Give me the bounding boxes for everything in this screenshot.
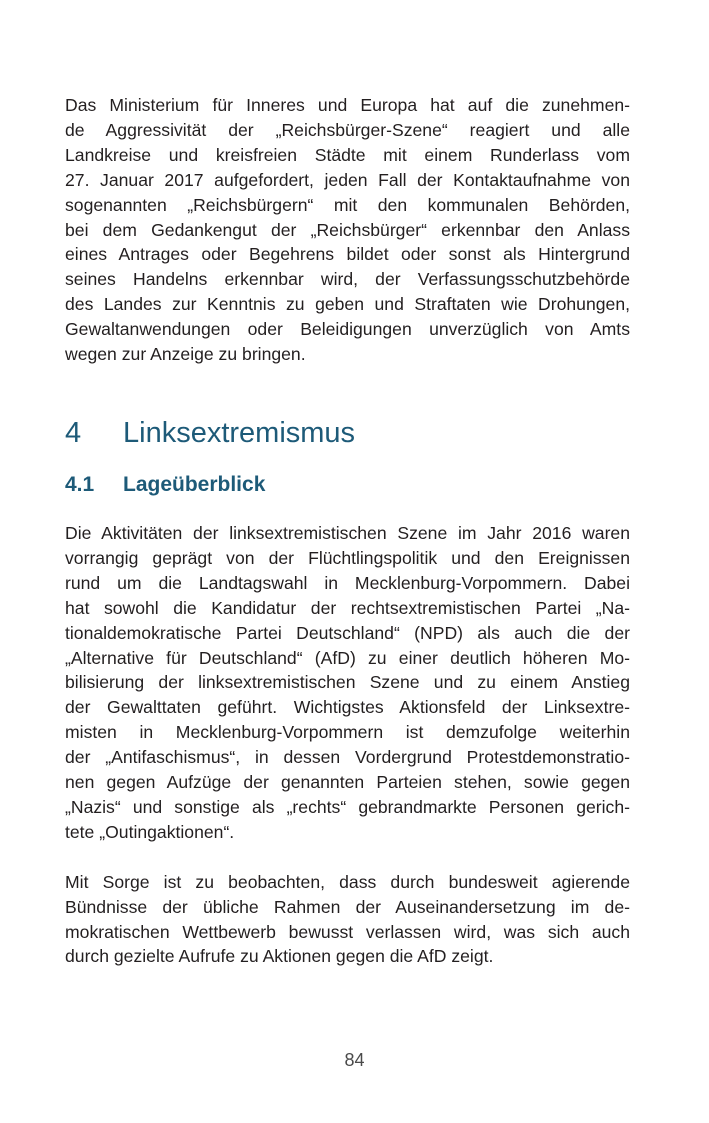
chapter-heading	[65, 413, 630, 453]
text-line: seines Handelns erkennbar wird, der Verfassungsschutzbehörde	[65, 269, 630, 290]
text-line: durch gezielte Aufrufe zu Aktionen gegen die AfD zeigt.	[65, 946, 494, 967]
text-line: „Alternative für Deutschland“ (AfD) zu einer deutlich höheren Mo-	[65, 647, 630, 668]
section-heading	[65, 469, 630, 501]
text-line: Bündnisse der übliche Rahmen der Auseinandersetzung im de-	[65, 896, 630, 917]
page-content	[65, 93, 630, 969]
text-line: hat sowohl die Kandidatur der rechtsextremistischen Partei „Na-	[65, 597, 630, 618]
text-line: des Landes zur Kenntnis zu geben und Straftaten wie Drohungen,	[65, 294, 630, 315]
text-line: tionaldemokratische Partei Deutschland“ (NPD) als auch die der	[65, 622, 630, 643]
text-line: rund um die Landtagswahl in Mecklenburg-Vorpommern. Dabei	[65, 572, 630, 593]
text-line: vorrangig geprägt von der Flüchtlingspolitik und den Ereignissen	[65, 547, 630, 568]
chapter-number: 4	[65, 416, 82, 449]
text-line: bilisierung der linksextremistischen Szene und zu einem Anstieg	[65, 672, 630, 693]
text-line: de Aggressivität der „Reichsbürger-Szene“ reagiert und alle	[65, 119, 630, 140]
text-line: Mit Sorge ist zu beobachten, dass durch bundesweit agierende	[65, 871, 630, 892]
text-line: der „Antifaschismus“, in dessen Vordergrund Protestdemonstratio-	[65, 747, 630, 768]
text-line: der Gewalttaten geführt. Wichtigstes Aktionsfeld der Linksextre-	[65, 697, 630, 718]
text-line: nen gegen Aufzüge der genannten Parteien stehen, sowie gegen	[65, 772, 630, 793]
paragraph-sorge	[65, 870, 630, 970]
section-number: 4.1	[65, 472, 95, 496]
chapter-title: Linksextremismus	[123, 416, 356, 449]
page-number: 84	[344, 1050, 365, 1070]
text-line: „Nazis“ und sonstige als „rechts“ gebrandmarkte Personen gerich-	[65, 796, 630, 817]
text-line: Die Aktivitäten der linksextremistischen Szene im Jahr 2016 waren	[65, 522, 630, 543]
text-line: bei dem Gedankengut der „Reichsbürger“ erkennbar den Anlass	[65, 219, 630, 240]
text-line: eines Antrages oder Begehrens bildet oder sonst als Hintergrund	[65, 244, 630, 265]
paragraph-runderlass	[65, 93, 630, 367]
text-line: Gewaltanwendungen oder Beleidigungen unverzüglich von Amts	[65, 319, 630, 340]
text-line: mokratischen Wettbewerb bewusst verlassen wird, was sich auch	[65, 921, 630, 942]
section-title: Lageüberblick	[123, 472, 266, 496]
text-line: tete „Outingaktionen“.	[65, 821, 235, 842]
text-line: Das Ministerium für Inneres und Europa hat auf die zunehmen-	[65, 95, 630, 115]
text-line: sogenannten „Reichsbürgern“ mit den kommunalen Behörden,	[65, 194, 630, 215]
text-line: 27. Januar 2017 aufgefordert, jeden Fall der Kontaktaufnahme von	[65, 169, 630, 190]
text-line: wegen zur Anzeige zu bringen.	[65, 344, 306, 365]
text-line: Landkreise und kreisfreien Städte mit einem Runderlass vom	[65, 144, 630, 165]
paragraph-lageueberblick	[65, 521, 630, 845]
text-line: misten in Mecklenburg-Vorpommern ist demzufolge weiterhin	[65, 722, 630, 743]
